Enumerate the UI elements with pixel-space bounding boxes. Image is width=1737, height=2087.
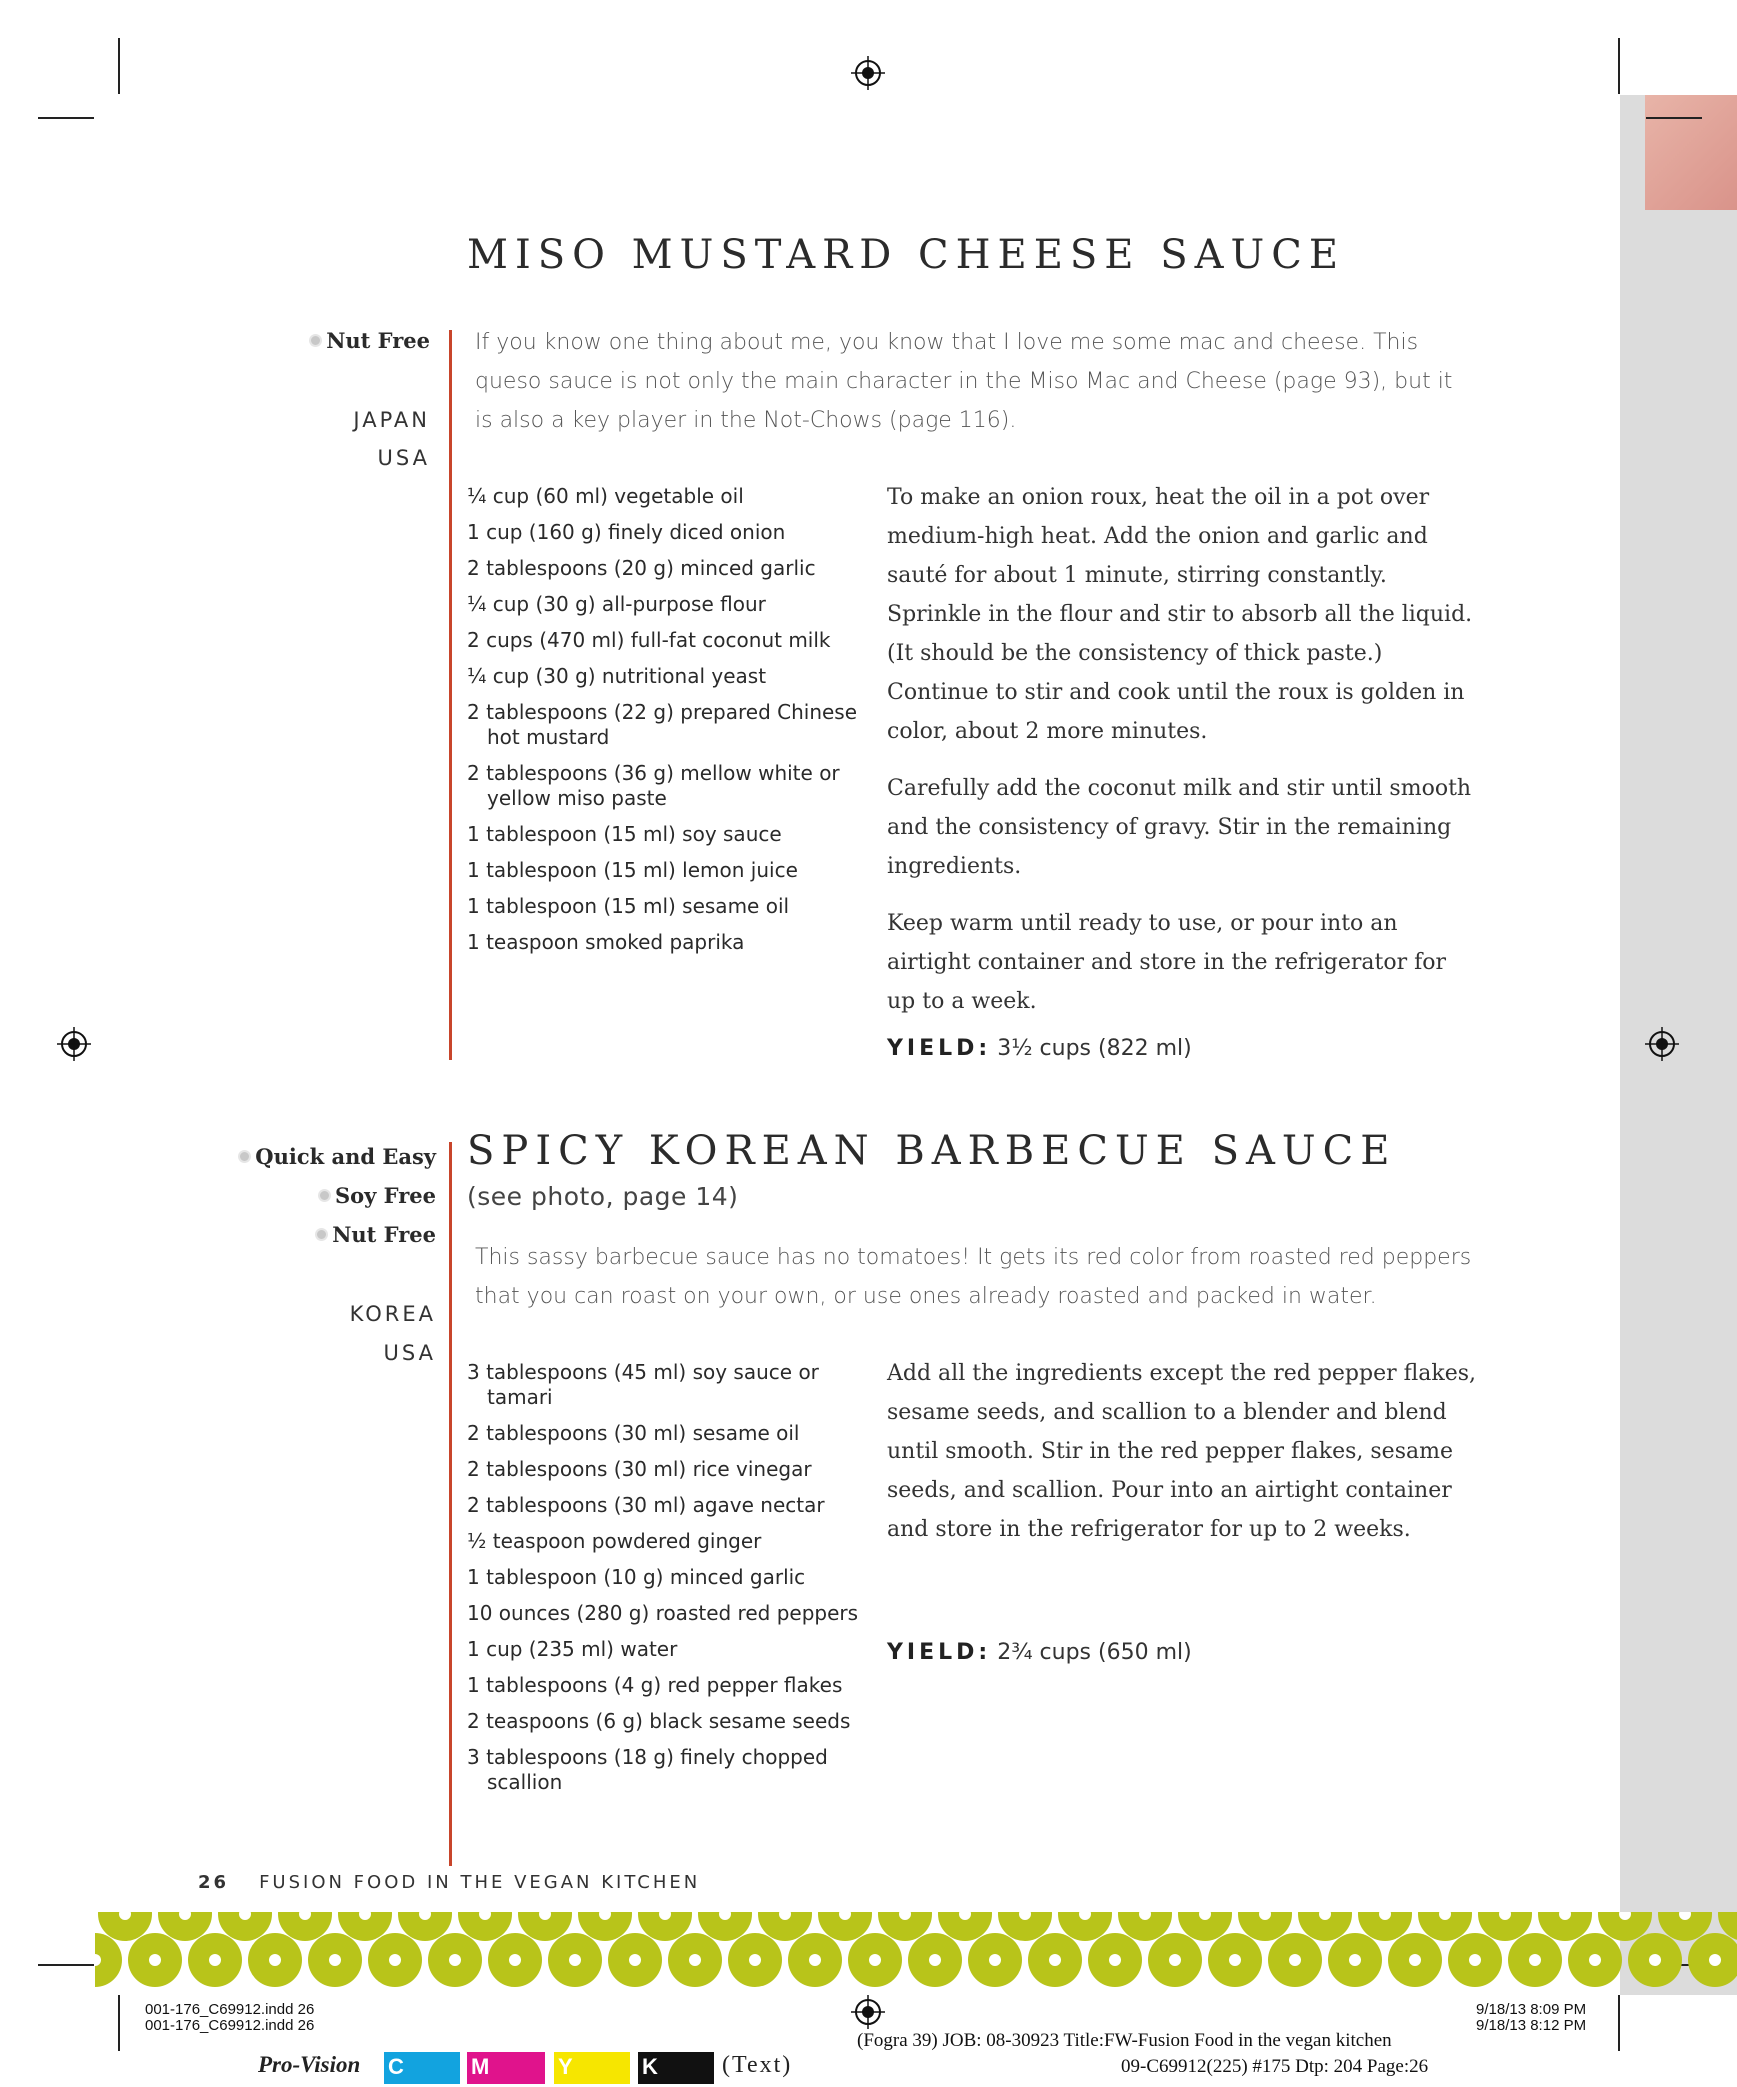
slug-timestamp: 9/18/13 8:09 PM 9/18/13 8:12 PM xyxy=(1476,2001,1587,2034)
bullet-icon xyxy=(315,1228,328,1241)
crop-mark xyxy=(1646,117,1702,119)
crop-mark xyxy=(38,117,94,119)
ingredient-item: 1 tablespoon (15 ml) lemon juice xyxy=(467,858,798,882)
decorative-dot-center xyxy=(209,1954,221,1966)
decorative-dot-center xyxy=(1469,1954,1481,1966)
ingredient-item: 2 tablespoons (22 g) prepared Chinese hot mustard xyxy=(467,700,858,749)
decorative-dot-center xyxy=(1229,1954,1241,1966)
diet-tag: Nut Free xyxy=(315,1222,436,1247)
crop-mark xyxy=(1618,38,1620,94)
ingredient-item: ¼ cup (60 ml) vegetable oil xyxy=(467,484,744,508)
diet-tag: Quick and Easy xyxy=(238,1144,436,1169)
origin-label: USA xyxy=(383,1341,436,1365)
ingredient-item: 1 cup (160 g) finely diced onion xyxy=(467,520,786,544)
plate-note: (Text) xyxy=(722,2052,793,2078)
decorative-dot-center xyxy=(269,1954,281,1966)
decorative-dot-center xyxy=(749,1954,761,1966)
ingredient-item: 1 tablespoons (4 g) red pepper flakes xyxy=(467,1673,843,1697)
ingredient-item: 2 tablespoons (20 g) minced garlic xyxy=(467,556,816,580)
origin-label: JAPAN xyxy=(353,408,430,432)
recipe-title: MISO MUSTARD CHEESE SAUCE xyxy=(467,232,1346,278)
pro-vision-logo: Pro-Vision xyxy=(258,2052,361,2077)
ingredient-item: ¼ cup (30 g) nutritional yeast xyxy=(467,664,767,688)
decorative-dot-center xyxy=(1529,1954,1541,1966)
yield xyxy=(887,1036,1192,1061)
decorative-dot-center xyxy=(809,1954,821,1966)
ingredient-list xyxy=(467,484,867,966)
recipe-intro: This sassy barbecue sauce has no tomatoes! It gets its red color from roasted red peppers that you can roast on your own, or use ones already roasted and packed in water. xyxy=(475,1245,1472,1309)
recipe-sidebar xyxy=(255,1144,436,1374)
registration-mark-icon xyxy=(851,1995,885,2029)
crop-mark xyxy=(38,1964,94,1966)
method xyxy=(887,1354,1477,1567)
slug-job-line: 09-C69912(225) #175 Dtp: 204 Page:26 xyxy=(1121,2056,1429,2077)
decorative-dot-band xyxy=(95,1912,1737,1992)
crop-mark xyxy=(118,38,120,94)
ingredient-item: 1 tablespoon (15 ml) sesame oil xyxy=(467,894,790,918)
recipe-subtitle: (see photo, page 14) xyxy=(467,1182,739,1211)
accent-rule xyxy=(449,1142,452,1866)
decorative-dot-center xyxy=(1049,1954,1061,1966)
decorative-dot-center xyxy=(1169,1954,1181,1966)
ingredient-item: 2 tablespoons (30 ml) agave nectar xyxy=(467,1493,825,1517)
ingredient-item: 2 cups (470 ml) full-fat coconut milk xyxy=(467,628,831,652)
ingredient-item: 1 cup (235 ml) water xyxy=(467,1637,678,1661)
ingredient-item: 1 tablespoon (15 ml) soy sauce xyxy=(467,822,782,846)
decorative-dot-center xyxy=(1589,1954,1601,1966)
slug-job-line: (Fogra 39) JOB: 08-30923 Title:FW-Fusion Food in the vegan kitchen xyxy=(857,2030,1392,2051)
diet-tag: Soy Free xyxy=(318,1183,436,1208)
decorative-dot-center xyxy=(1349,1954,1361,1966)
ingredient-item: 3 tablespoons (45 ml) soy sauce or tamari xyxy=(467,1360,819,1409)
decorative-dot-center xyxy=(689,1954,701,1966)
decorative-dot-center xyxy=(329,1954,341,1966)
ingredient-item: 10 ounces (280 g) roasted red peppers xyxy=(467,1601,859,1625)
registration-mark-icon xyxy=(57,1027,91,1061)
bullet-icon xyxy=(238,1150,251,1163)
recipe-intro: If you know one thing about me, you know that I love me some mac and cheese. This queso sauce is not only the main character in the Miso Mac and Cheese (page 93), but it is also a key player in the Not-Chows (page 116). xyxy=(475,330,1453,433)
crop-mark xyxy=(118,1995,120,2051)
cyan-plate-bar: C xyxy=(384,2052,460,2084)
ingredient-item: 1 tablespoon (10 g) minced garlic xyxy=(467,1565,806,1589)
ingredient-item: ½ teaspoon powdered ginger xyxy=(467,1529,762,1553)
running-title: FUSION FOOD IN THE VEGAN KITCHEN xyxy=(259,1872,701,1893)
decorative-dot-center xyxy=(1649,1954,1661,1966)
bleed-color-swatch xyxy=(1645,95,1737,210)
ingredient-item: 2 teaspoons (6 g) black sesame seeds xyxy=(467,1709,851,1733)
registration-mark-icon xyxy=(851,56,885,90)
ingredient-item: 2 tablespoons (36 g) mellow white or yellow miso paste xyxy=(467,761,840,810)
magenta-plate-bar: M xyxy=(467,2052,545,2084)
yield-value: 3½ cups (822 ml) xyxy=(997,1036,1192,1061)
yield xyxy=(887,1640,1192,1665)
ingredient-item: 2 tablespoons (30 ml) rice vinegar xyxy=(467,1457,812,1481)
decorative-dot-center xyxy=(989,1954,1001,1966)
decorative-dot-center xyxy=(1409,1954,1421,1966)
method-paragraph: Add all the ingredients except the red pepper flakes, sesame seeds, and scallion to a blender and blend until smooth. Stir in the red pepper flakes, sesame seeds, and scallion. Pour into an airtight container and store in the refrigerator for up to 2 weeks. xyxy=(887,1361,1477,1542)
accent-rule xyxy=(449,330,452,1060)
decorative-dot-center xyxy=(629,1954,641,1966)
page-footer xyxy=(198,1872,700,1893)
registration-mark-icon xyxy=(1645,1027,1679,1061)
decorative-dot-center xyxy=(389,1954,401,1966)
decorative-dot-center xyxy=(1289,1954,1301,1966)
ingredient-list xyxy=(467,1360,867,1806)
decorative-dot-center xyxy=(869,1954,881,1966)
decorative-dot-center xyxy=(149,1954,161,1966)
bullet-icon xyxy=(318,1189,331,1202)
yield-value: 2¾ cups (650 ml) xyxy=(997,1640,1192,1665)
method-paragraph: Keep warm until ready to use, or pour into an airtight container and store in the refrigerator for up to a week. xyxy=(887,911,1447,1014)
decorative-dot-center xyxy=(449,1954,461,1966)
ingredient-item: 3 tablespoons (18 g) finely chopped scallion xyxy=(467,1745,828,1794)
ingredient-item: 1 teaspoon smoked paprika xyxy=(467,930,745,954)
ingredient-item: 2 tablespoons (30 ml) sesame oil xyxy=(467,1421,800,1445)
bullet-icon xyxy=(309,334,322,347)
recipe-sidebar xyxy=(290,328,430,478)
yield-label: YIELD: xyxy=(887,1640,992,1665)
method-paragraph: Carefully add the coconut milk and stir until smooth and the consistency of gravy. Stir in the remaining ingredients. xyxy=(887,776,1472,879)
black-plate-bar: K xyxy=(638,2052,714,2084)
decorative-dot-center xyxy=(1709,1954,1721,1966)
method xyxy=(887,478,1477,1039)
origin-label: KOREA xyxy=(349,1302,436,1326)
yellow-plate-bar: Y xyxy=(554,2052,630,2084)
diet-tag: Nut Free xyxy=(309,328,430,353)
method-paragraph: To make an onion roux, heat the oil in a pot over medium-high heat. Add the onion and garlic and sauté for about 1 minute, stirring constantly. Sprinkle in the flour and stir to absorb all the liquid. (It should be the consistency of thick paste.) Continue to stir and cook until the roux is golden in color, about 2 more minutes. xyxy=(887,485,1473,744)
crop-mark xyxy=(1618,1995,1620,2051)
decorative-dot-center xyxy=(929,1954,941,1966)
slug-file-info: 001-176_C69912.indd 26 001-176_C69912.indd 26 xyxy=(145,2001,315,2034)
decorative-dot-center xyxy=(509,1954,521,1966)
decorative-dot-center xyxy=(569,1954,581,1966)
yield-label: YIELD: xyxy=(887,1036,992,1061)
ingredient-item: ¼ cup (30 g) all-purpose flour xyxy=(467,592,766,616)
decorative-dot-center xyxy=(1109,1954,1121,1966)
origin-label: USA xyxy=(377,446,430,470)
page-number: 26 xyxy=(198,1872,230,1893)
recipe-title: SPICY KOREAN BARBECUE SAUCE xyxy=(467,1128,1397,1174)
